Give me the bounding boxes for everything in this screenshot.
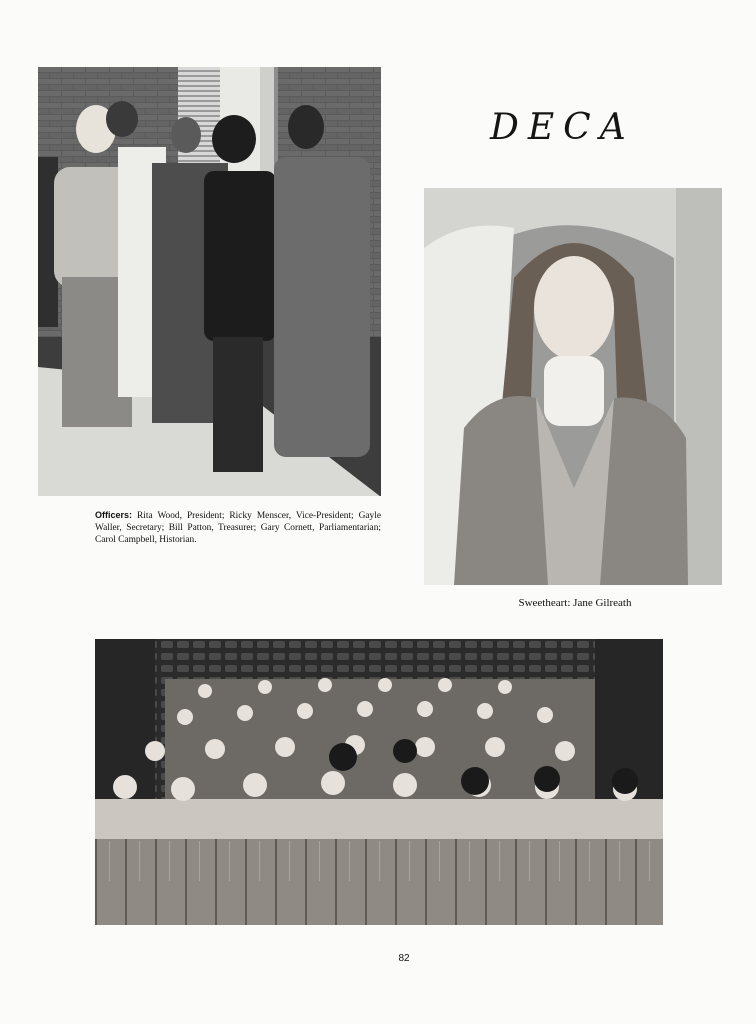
- officers-caption: [95, 509, 381, 546]
- club-group-photo: [95, 639, 663, 925]
- page-number: 82: [398, 953, 410, 964]
- officers-photo-art: [38, 67, 381, 496]
- page-title: DECA: [490, 107, 635, 148]
- sweetheart-caption: Sweetheart: Jane Gilreath: [518, 597, 632, 609]
- sweetheart-photo: [424, 188, 722, 585]
- sweetheart-photo-art: [424, 188, 722, 585]
- club-group-photo-art: [95, 639, 663, 925]
- officers-caption-lead: Officers:: [95, 510, 133, 520]
- officers-photo: [38, 67, 381, 496]
- officers-caption-text: Rita Wood, President; Ricky Menscer, Vice-President; Gayle Waller, Secretary; Bill Patton, Treasurer; Gary Cornett, Parliamentarian; Carol Campbell, Historian.: [95, 511, 382, 545]
